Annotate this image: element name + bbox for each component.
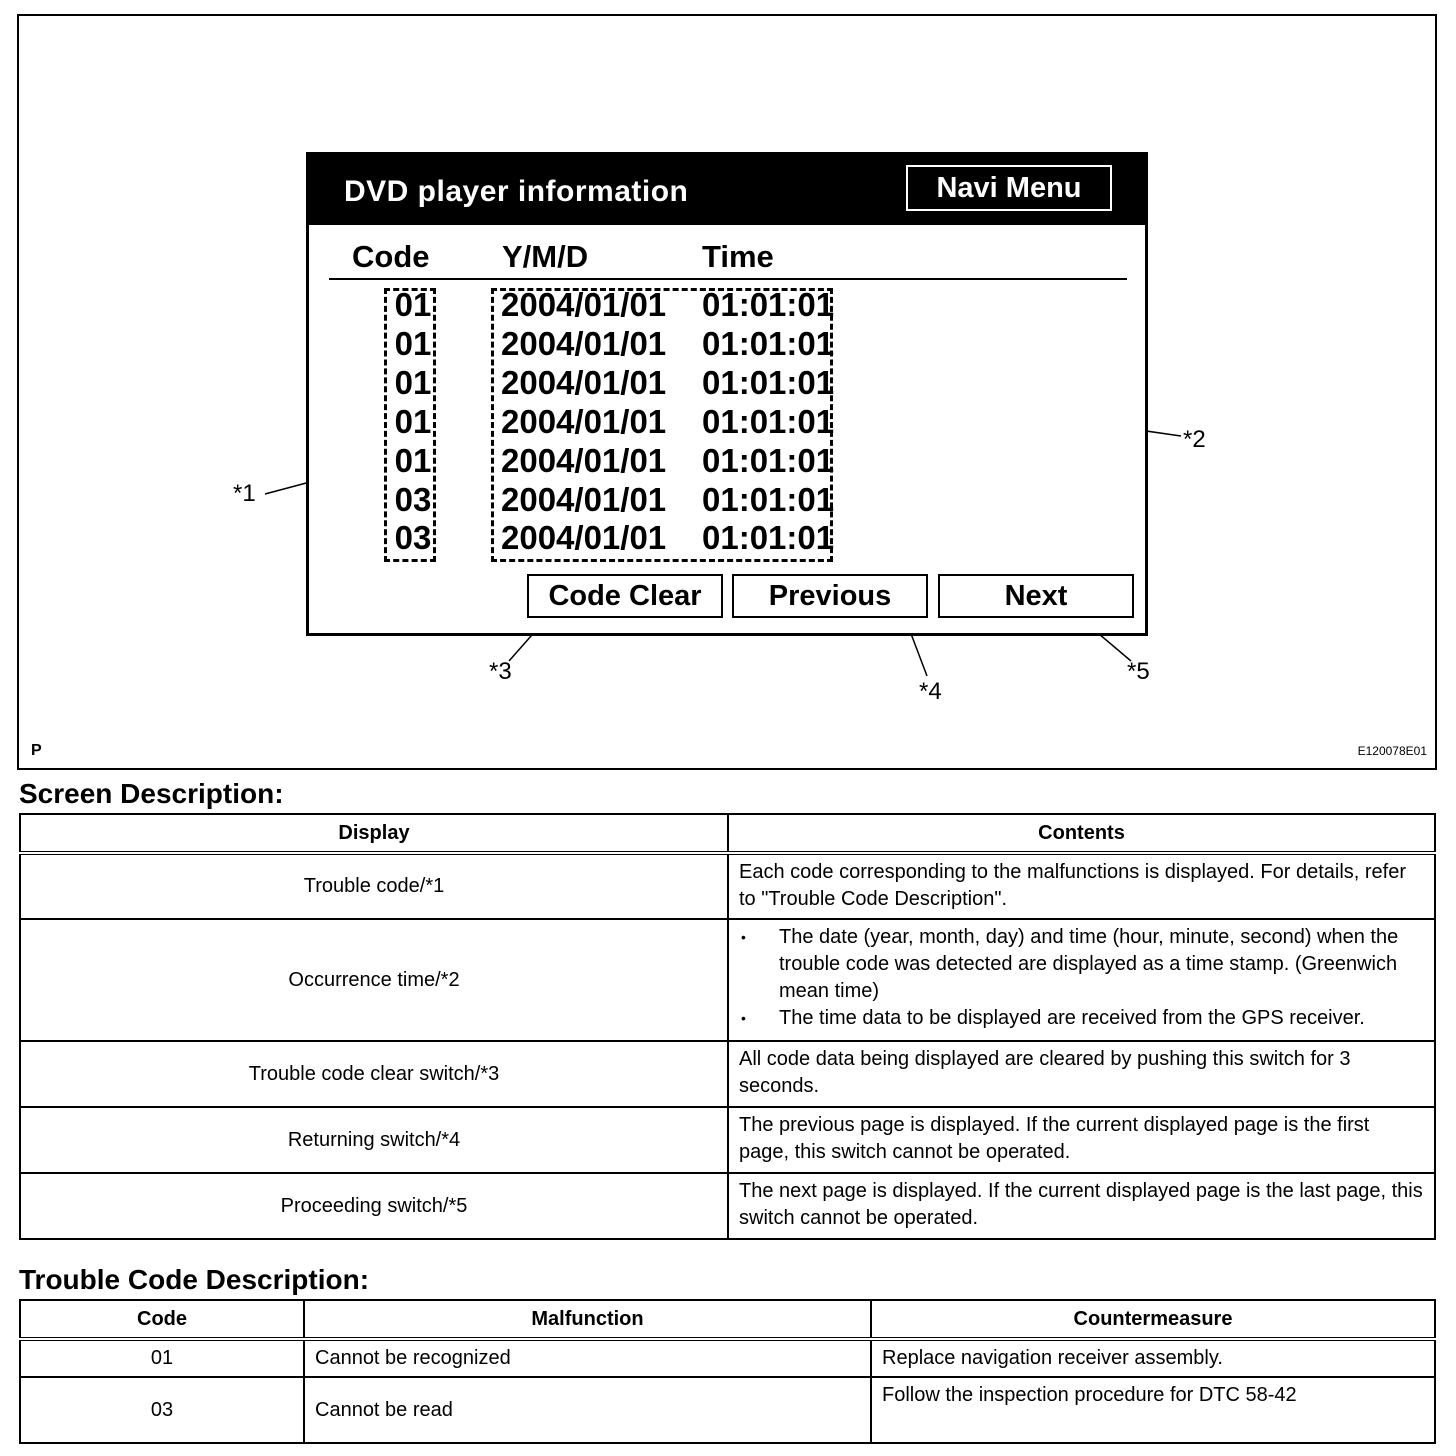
dvd-info-screen — [306, 152, 1148, 636]
contents-cell — [728, 919, 1435, 1041]
trouble-code-table — [19, 1299, 1436, 1444]
row-code: 01 — [394, 442, 432, 479]
figure-frame — [17, 14, 1437, 770]
display-cell: Trouble code/*1 — [20, 853, 728, 919]
header-countermeasure: Countermeasure — [871, 1300, 1435, 1339]
header-display: Display — [20, 814, 728, 853]
code-row — [309, 403, 1145, 442]
table-row — [20, 1107, 1435, 1173]
table-header-row — [20, 1300, 1435, 1339]
code-row — [309, 481, 1145, 520]
code-cell: 01 — [20, 1339, 304, 1377]
next-button[interactable]: Next — [938, 574, 1134, 618]
row-date: 2004/01/01 — [501, 442, 667, 479]
row-code: 01 — [394, 364, 432, 401]
row-code: 03 — [394, 519, 432, 556]
row-time: 01:01:01 — [702, 442, 835, 479]
navi-menu-button[interactable]: Navi Menu — [906, 165, 1112, 211]
bullet-list — [739, 924, 1424, 1032]
row-code: 03 — [394, 481, 432, 518]
code-clear-button[interactable]: Code Clear — [527, 574, 723, 618]
table-row — [20, 853, 1435, 919]
code-row — [309, 325, 1145, 364]
screen-description-table — [19, 813, 1436, 1240]
countermeasure-cell: Replace navigation receiver assembly. — [871, 1339, 1435, 1377]
display-cell: Trouble code clear switch/*3 — [20, 1041, 728, 1107]
display-cell: Proceeding switch/*5 — [20, 1173, 728, 1239]
row-time: 01:01:01 — [702, 325, 835, 362]
code-row — [309, 442, 1145, 481]
contents-cell: The next page is displayed. If the current displayed page is the last page, this switch cannot be operated. — [728, 1173, 1435, 1239]
row-date: 2004/01/01 — [501, 519, 667, 556]
code-row — [309, 519, 1145, 558]
callout-label-3: *3 — [489, 658, 512, 685]
table-header-row — [20, 814, 1435, 853]
malfunction-cell: Cannot be recognized — [304, 1339, 871, 1377]
bullet-item: • The date (year, month, day) and time (hour, minute, second) when the trouble code was detected are displayed as a time stamp. (Greenwich mean time) — [739, 924, 1424, 1005]
screen-header — [309, 155, 1145, 225]
column-header-ymd: Y/M/D — [502, 239, 589, 274]
screen-title: DVD player information — [344, 175, 689, 208]
table-row — [20, 1041, 1435, 1107]
code-row — [309, 364, 1145, 403]
row-date: 2004/01/01 — [501, 481, 667, 518]
display-cell: Occurrence time/*2 — [20, 919, 728, 1041]
contents-cell: All code data being displayed are cleared by pushing this switch for 3 seconds. — [728, 1041, 1435, 1107]
row-code: 01 — [394, 325, 432, 362]
callout-label-5: *5 — [1127, 658, 1150, 685]
row-date: 2004/01/01 — [501, 403, 667, 440]
column-header-time: Time — [702, 239, 774, 274]
row-time: 01:01:01 — [702, 364, 835, 401]
table-row — [20, 1339, 1435, 1377]
callout-label-1: *1 — [233, 480, 256, 507]
figure-id: E120078E01 — [1357, 744, 1427, 758]
row-date: 2004/01/01 — [501, 286, 667, 323]
contents-cell: The previous page is displayed. If the current displayed page is the first page, this switch cannot be operated. — [728, 1107, 1435, 1173]
header-malfunction: Malfunction — [304, 1300, 871, 1339]
screen-description-heading: Screen Description: — [19, 778, 284, 809]
callout-label-2: *2 — [1183, 426, 1206, 453]
figure-corner-label: P — [31, 742, 42, 759]
row-code: 01 — [394, 286, 432, 323]
bullet-item: • The time data to be displayed are received from the GPS receiver. — [739, 1005, 1424, 1032]
row-date: 2004/01/01 — [501, 364, 667, 401]
callout-label-4: *4 — [919, 678, 942, 705]
trouble-code-description-heading: Trouble Code Description: — [19, 1264, 370, 1295]
display-cell: Returning switch/*4 — [20, 1107, 728, 1173]
table-row — [20, 919, 1435, 1041]
malfunction-cell: Cannot be read — [304, 1377, 871, 1443]
previous-button[interactable]: Previous — [732, 574, 928, 618]
row-time: 01:01:01 — [702, 519, 835, 556]
contents-cell: Each code corresponding to the malfunctions is displayed. For details, refer to "Trouble Code Description". — [728, 853, 1435, 919]
row-time: 01:01:01 — [702, 286, 835, 323]
header-contents: Contents — [728, 814, 1435, 853]
table-row — [20, 1377, 1435, 1443]
table-row — [20, 1173, 1435, 1239]
row-time: 01:01:01 — [702, 403, 835, 440]
header-divider — [329, 278, 1127, 280]
code-row — [309, 286, 1145, 325]
row-code: 01 — [394, 403, 432, 440]
row-date: 2004/01/01 — [501, 325, 667, 362]
row-time: 01:01:01 — [702, 481, 835, 518]
column-header-code: Code — [352, 239, 430, 274]
code-cell: 03 — [20, 1377, 304, 1443]
header-code: Code — [20, 1300, 304, 1339]
countermeasure-cell: Follow the inspection procedure for DTC 58-42 — [871, 1377, 1435, 1443]
